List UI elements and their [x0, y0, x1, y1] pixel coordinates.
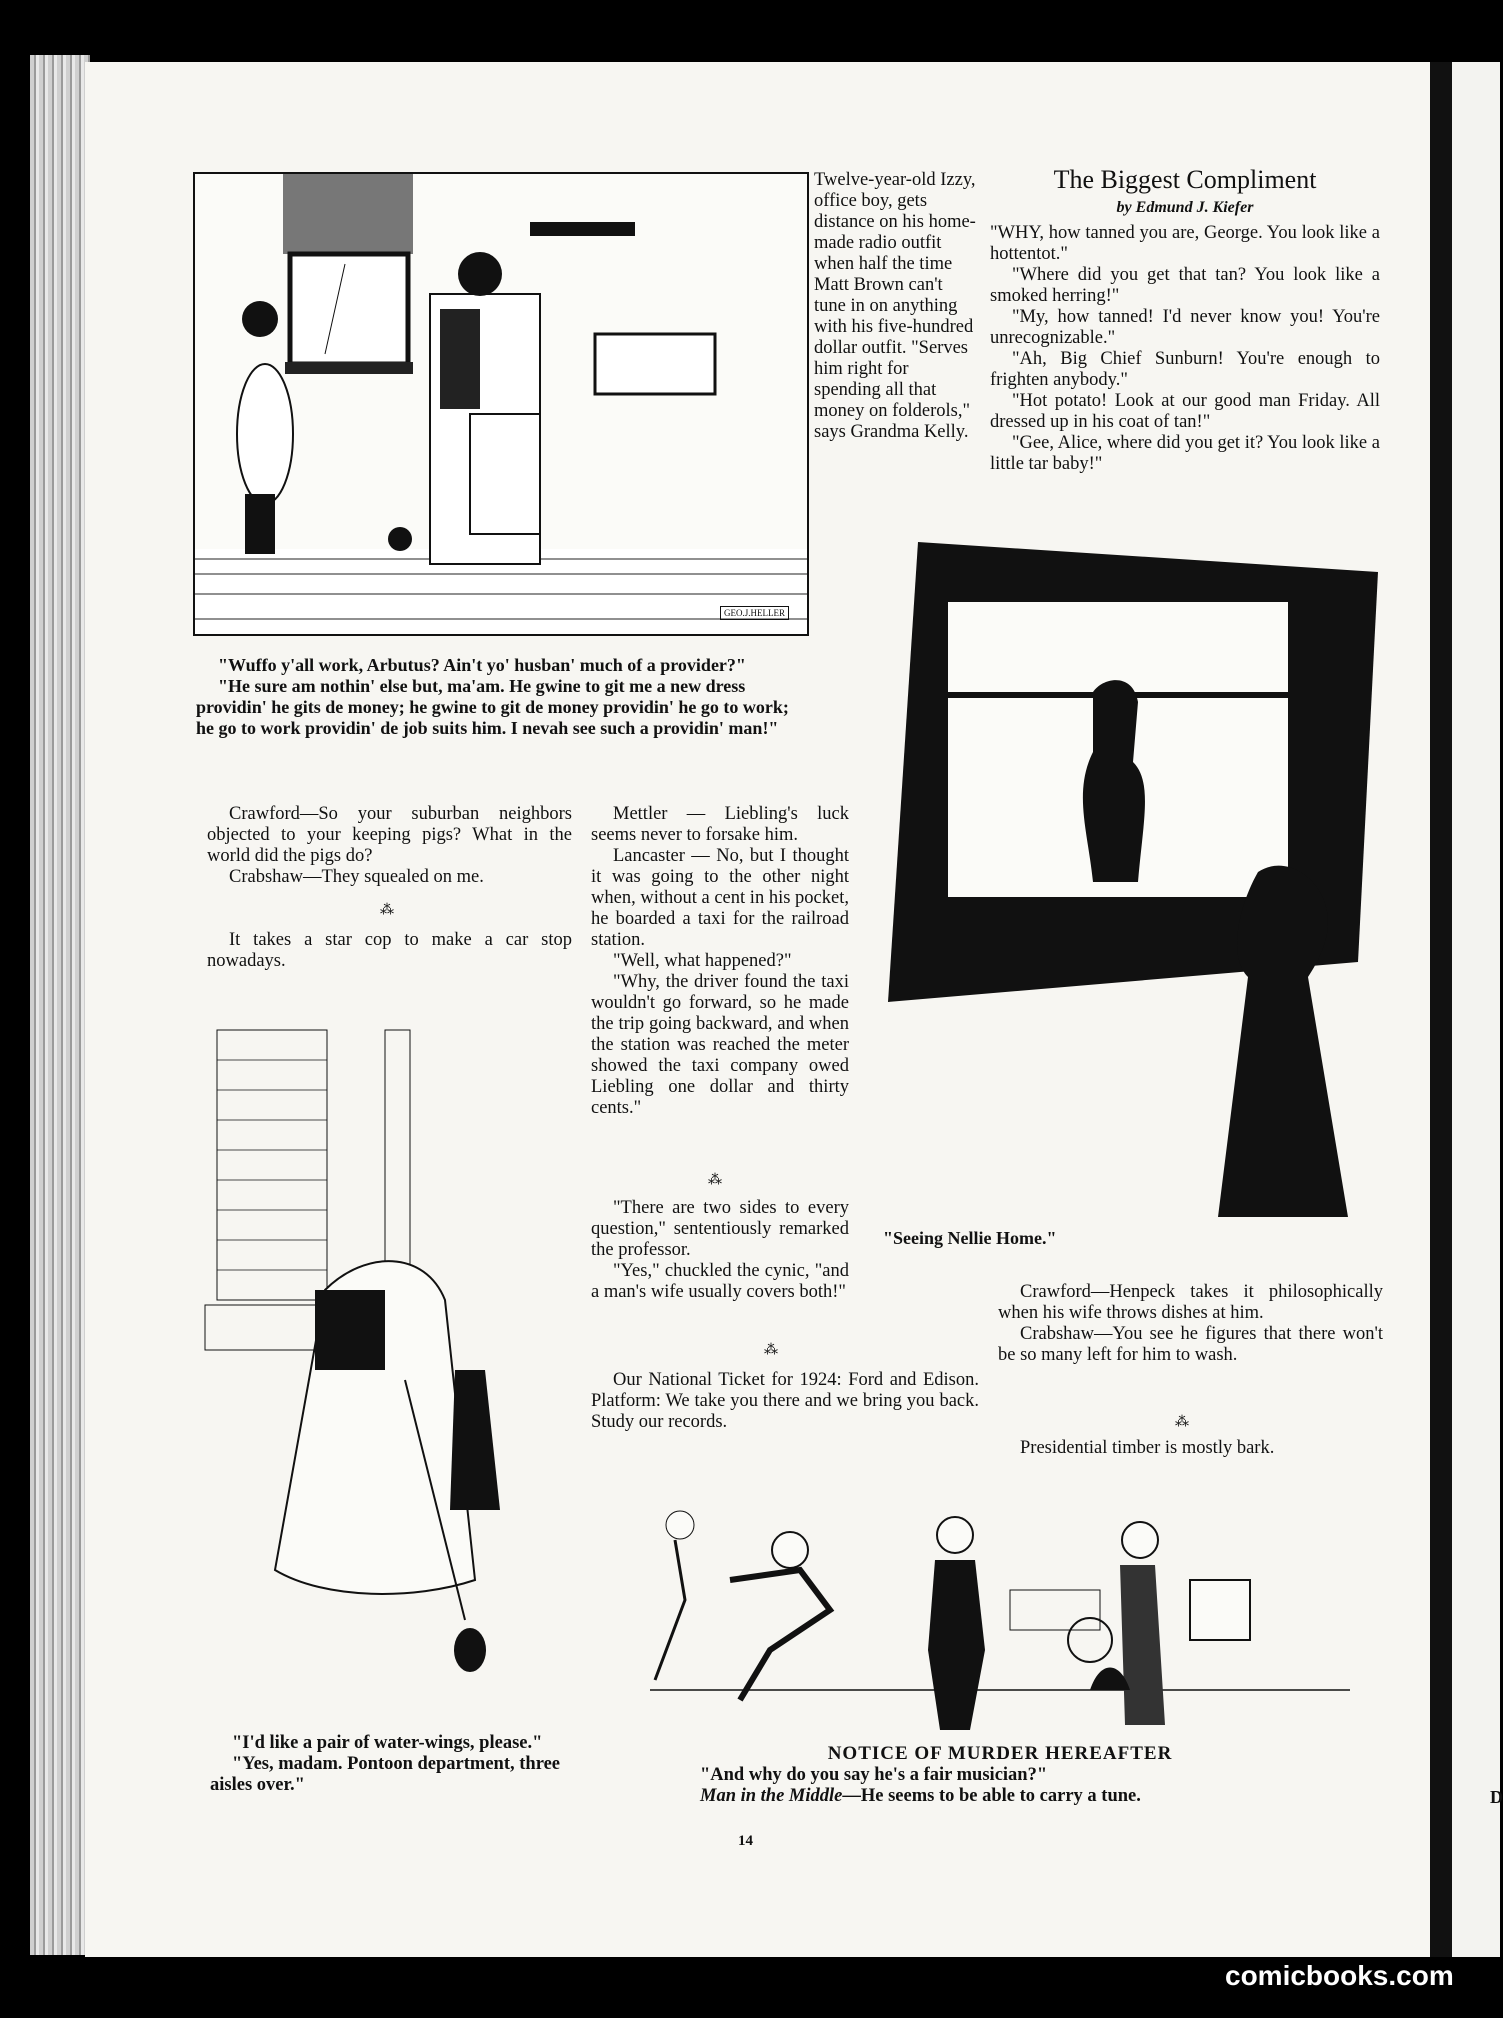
joke-line: Presidential timber is mostly bark. [1020, 1438, 1275, 1458]
joke-line: Crabshaw—They squealed on me. [229, 867, 484, 887]
joke-line: Mettler — Liebling's luck seems never to forsake him. [591, 804, 849, 845]
caption-line: "I'd like a pair of water-wings, please." [232, 1733, 543, 1753]
compliment-article [990, 165, 1380, 475]
joke-line: "Yes," chuckled the cynic, "and a man's wife usually covers both!" [591, 1261, 849, 1302]
murder-answer-text: —He seems to be able to carry a tune. [842, 1786, 1141, 1806]
two-sides-joke [591, 1198, 849, 1303]
murder-caption-block [650, 1743, 1350, 1807]
compliment-para: "Hot potato! Look at our good man Friday. All dressed up in his coat of tan!" [990, 391, 1380, 432]
joke-line: Crawford—So your suburban neighbors objected to your keeping pigs? What in the world did the pigs do? [207, 804, 572, 866]
page-gutter [1430, 62, 1452, 1957]
compliment-para: "Ah, Big Chief Sunburn! You're enough to frighten anybody." [990, 349, 1380, 390]
radio-joke: Twelve-year-old Izzy, office boy, gets distance on his home-made radio outfit when half the time Matt Brown can't tune in on anything with his five-hundred dollar outfit. "Serves him right for spending all that money on folderols," says Grandma Kelly. [814, 170, 976, 442]
timber-joke [998, 1438, 1383, 1459]
murder-illustration [650, 1490, 1350, 1740]
joke-line: It takes a star cop to make a car stop nowadays. [207, 930, 572, 971]
waterwings-cartoon [205, 1000, 565, 1720]
separator-ornament: ⁂ [708, 1173, 724, 1188]
separator-ornament: ⁂ [764, 1343, 780, 1358]
murder-answer [700, 1786, 1350, 1807]
site-watermark: comicbooks.com [1225, 1960, 1454, 1991]
waterwings-illustration [205, 1000, 565, 1720]
next-page-edge [1452, 62, 1503, 1957]
joke-line: Crawford—Henpeck takes it philosophically when his wife throws dishes at him. [998, 1282, 1383, 1323]
compliment-body [990, 223, 1380, 475]
compliment-para: "WHY, how tanned you are, George. You look like a hottentot." [990, 223, 1380, 264]
caption-line: "He sure am nothin' else but, ma'am. He gwine to git me a new dress providin' he gits de money; he gwine to git de money providin' he go to work; he go to work providin' de job suits him. I nevah see such a providin' man!" [196, 676, 789, 738]
separator-ornament: ⁂ [1175, 1415, 1191, 1430]
pigs-joke [207, 804, 572, 888]
joke-line: Our National Ticket for 1924: Ford and Edison. Platform: We take you there and we bring you back. Study our records. [591, 1370, 979, 1432]
joke-line: "Well, what happened?" [613, 951, 792, 971]
nellie-cartoon [878, 542, 1388, 1232]
waterwings-caption [210, 1733, 560, 1796]
star-cop-joke [207, 930, 572, 972]
caption-line: "Yes, madam. Pontoon department, three aisles over." [210, 1754, 560, 1795]
murder-speaker: Man in the Middle [700, 1786, 843, 1806]
henpeck-joke [998, 1282, 1383, 1366]
page-number: 14 [738, 1833, 753, 1849]
joke-line: Lancaster — No, but I thought it was going to the other night when, without a cent in his pocket, he boarded a taxi for the railroad station. [591, 846, 849, 950]
joke-line: "Why, the driver found the taxi wouldn't go forward, so he made the trip going backward, and when the station was reached the meter showed the taxi company owed Liebling one dollar and thirty cents." [591, 972, 849, 1118]
compliment-para: "Gee, Alice, where did you get it? You look like a little tar baby!" [990, 433, 1380, 474]
caption-line: "Wuffo y'all work, Arbutus? Ain't yo' husban' much of a provider?" [218, 655, 746, 675]
joke-line: Crabshaw—You see he figures that there won't be so many left for him to wash. [998, 1324, 1383, 1365]
murder-cartoon [650, 1490, 1350, 1740]
liebling-joke [591, 804, 849, 1119]
nellie-caption: "Seeing Nellie Home." [883, 1228, 1057, 1248]
artist-signature: GEO.J.HELLER [720, 606, 789, 620]
separator-ornament: ⁂ [380, 903, 396, 918]
kitchen-caption [196, 655, 792, 739]
kitchen-illustration [195, 174, 807, 634]
murder-question: "And why do you say he's a fair musician?" [700, 1765, 1048, 1785]
compliment-para: "Where did you get that tan? You look like a smoked herring!" [990, 265, 1380, 306]
murder-title: NOTICE OF MURDER HEREAFTER [827, 1743, 1173, 1764]
next-page-letter: D [1490, 1787, 1503, 1807]
compliment-para: "My, how tanned! I'd never know you! You're unrecognizable." [990, 307, 1380, 348]
compliment-byline: by Edmund J. Kiefer [1116, 199, 1254, 216]
nellie-illustration [878, 542, 1388, 1232]
joke-line: "There are two sides to every question," sententiously remarked the professor. [591, 1198, 849, 1260]
compliment-title: The Biggest Compliment [1053, 165, 1317, 194]
book-binding [30, 55, 90, 1955]
kitchen-cartoon [193, 172, 809, 636]
national-ticket-joke [591, 1370, 979, 1433]
